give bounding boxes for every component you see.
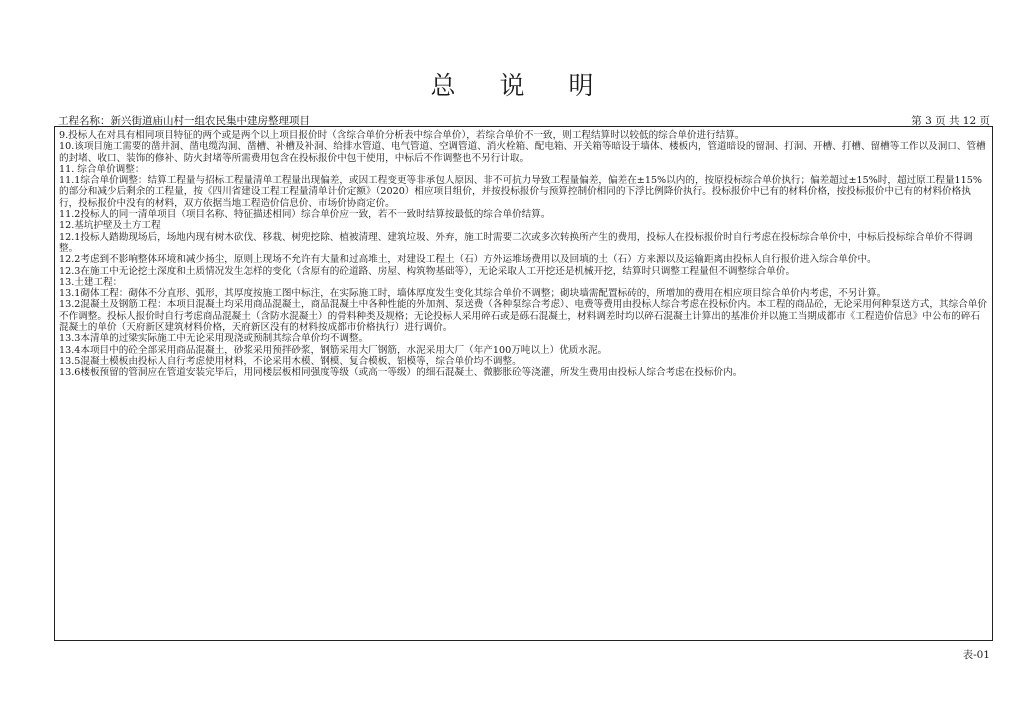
project-name: 工程名称：新兴街道庙山村一组农民集中建房整理项目 — [58, 115, 310, 127]
note-paragraph: 13.土建工程： — [59, 276, 123, 288]
note-paragraph: 13.3本清单的过梁实际施工中无论采用现浇或预制其综合单价均不调整。 — [59, 333, 369, 345]
note-paragraph: 13.5混凝土模板由投标人自行考虑使用材料，不论采用木模、钢模、复合模板、铝模等，综合单价均不调整。 — [59, 355, 522, 367]
note-paragraph: 9.投标人在对具有相同项目特征的两个或是两个以上项目报价时（含综合单价分析表中综合单价），若综合单价不一致，则工程结算时以较低的综合单价进行结算。 — [59, 130, 745, 141]
note-paragraph: 13.2混凝土及钢筋工程：本项目混凝土均采用商品混凝土，商品混凝土中各种性能的外加剂、泵送费（各种泵综合考虑）、电费等费用由投标人综合考虑在投标价内。本工程的商品砼，无论采用何种泵送方式，其综合单价不作调整。投标人报价时自行考虑商品混凝土（含防水混凝土）的骨料种类及规格；无论投标人采用碎石或是砾石混凝土，材料调差时均以碎石混凝土计算出的基准价并以施工当期成都市《工程造价信息》中公布的碎石混凝土的单价（天府新区建筑材料价格，天府新区没有的材料按成都市价格执行）进行调价。 — [59, 299, 987, 334]
note-paragraph: 11.2投标人的同一清单项目（项目名称、特征描述相同）综合单价应一致，若不一致时结算按最低的综合单价结算。 — [59, 209, 551, 221]
document-title: 总 说 明 — [430, 71, 612, 100]
note-paragraph: 10.该项目施工需要的凿井洞、凿电缆沟洞、凿槽、补槽及补洞、给排水管道、电气管道、空调管道、消火栓箱、配电箱、开关箱等暗设于墙体、楼板内，管道暗设的留洞、打洞、开槽、打槽、留槽等工作以及洞口、管槽的封堵、收口、装饰的修补、防火封堵等所需费用包含在投标报价中包干使用，中标后不作调整也不另行计取。 — [59, 141, 986, 164]
note-paragraph: 12.基坑护壁及土方工程 — [59, 220, 161, 232]
note-paragraph: 12.2考虑到不影响整体环境和减少扬尘，原则上现场不允许有大量和过高堆土，对建设工程土（石）方外运堆场费用以及回填的土（石）方来源以及运输距离由投标人自行报价进入综合单价中。 — [59, 254, 877, 266]
note-paragraph: 13.1砌体工程：砌体不分直形、弧形，其厚度按施工图中标注，在实际施工时，墙体厚度发生变化其综合单价不调整；砌块墙需配置标砖的，所增加的费用在相应项目综合单价内考虑，不另计算。 — [59, 288, 887, 300]
note-paragraph: 13.4本项目中的砼全部采用商品混凝土，砂浆采用预拌砂浆，钢筋采用大厂钢筋，水泥采用大厂（年产100万吨以上）优质水泥。 — [59, 344, 608, 356]
note-paragraph: 13.6楼板预留的管洞应在管道安装完毕后，用同楼层板相同强度等级（或高一等级）的细石混凝土、微膨胀砼等浇灌，所发生费用由投标人综合考虑在投标价内。 — [59, 367, 743, 379]
note-paragraph: 12.1投标人踏勘现场后，场地内现有树木砍伐、移栽、树兜挖除、植被清理、建筑垃圾、外弃，施工时需要二次或多次转换所产生的费用，投标人在投标报价时自行考虑在投标综合单价中，中标后投标综合单价不得调整。 — [59, 231, 973, 254]
note-paragraph: 12.3在施工中无论挖土深度和土质情况发生怎样的变化（含原有的砼道路、房屋、构筑物基础等），无论采取人工开挖还是机械开挖，结算时只调整工程量但不调整综合单价。 — [59, 265, 796, 277]
note-paragraph: 11.1综合单价调整：结算工程量与招标工程量清单工程量出现偏差，或因工程变更等非承包人原因、非不可抗力导致工程量偏差，偏差在±15%以内的，按原投标综合单价执行；偏差超过±15%时，超过原工程量115%的部分和减少后剩余的工程量，按《四川省建设工程工程量清单计价定额》（2020）相应项目组价，并按投标报价与预算控制价相同的下浮比例降价执行。投标报价中已有的材料价格，按投标报价中已有的材料价格执行，投标报价中没有的材料，双方依据当地工程造价信息价、市场价协商定价。 — [59, 175, 982, 209]
note-paragraph: 11. 综合单价调整： — [59, 163, 145, 175]
table-code: 表-01 — [962, 649, 990, 661]
content-frame — [54, 126, 993, 641]
page-number: 第 3 页 共 12 页 — [911, 115, 990, 127]
notes-body — [59, 130, 989, 379]
